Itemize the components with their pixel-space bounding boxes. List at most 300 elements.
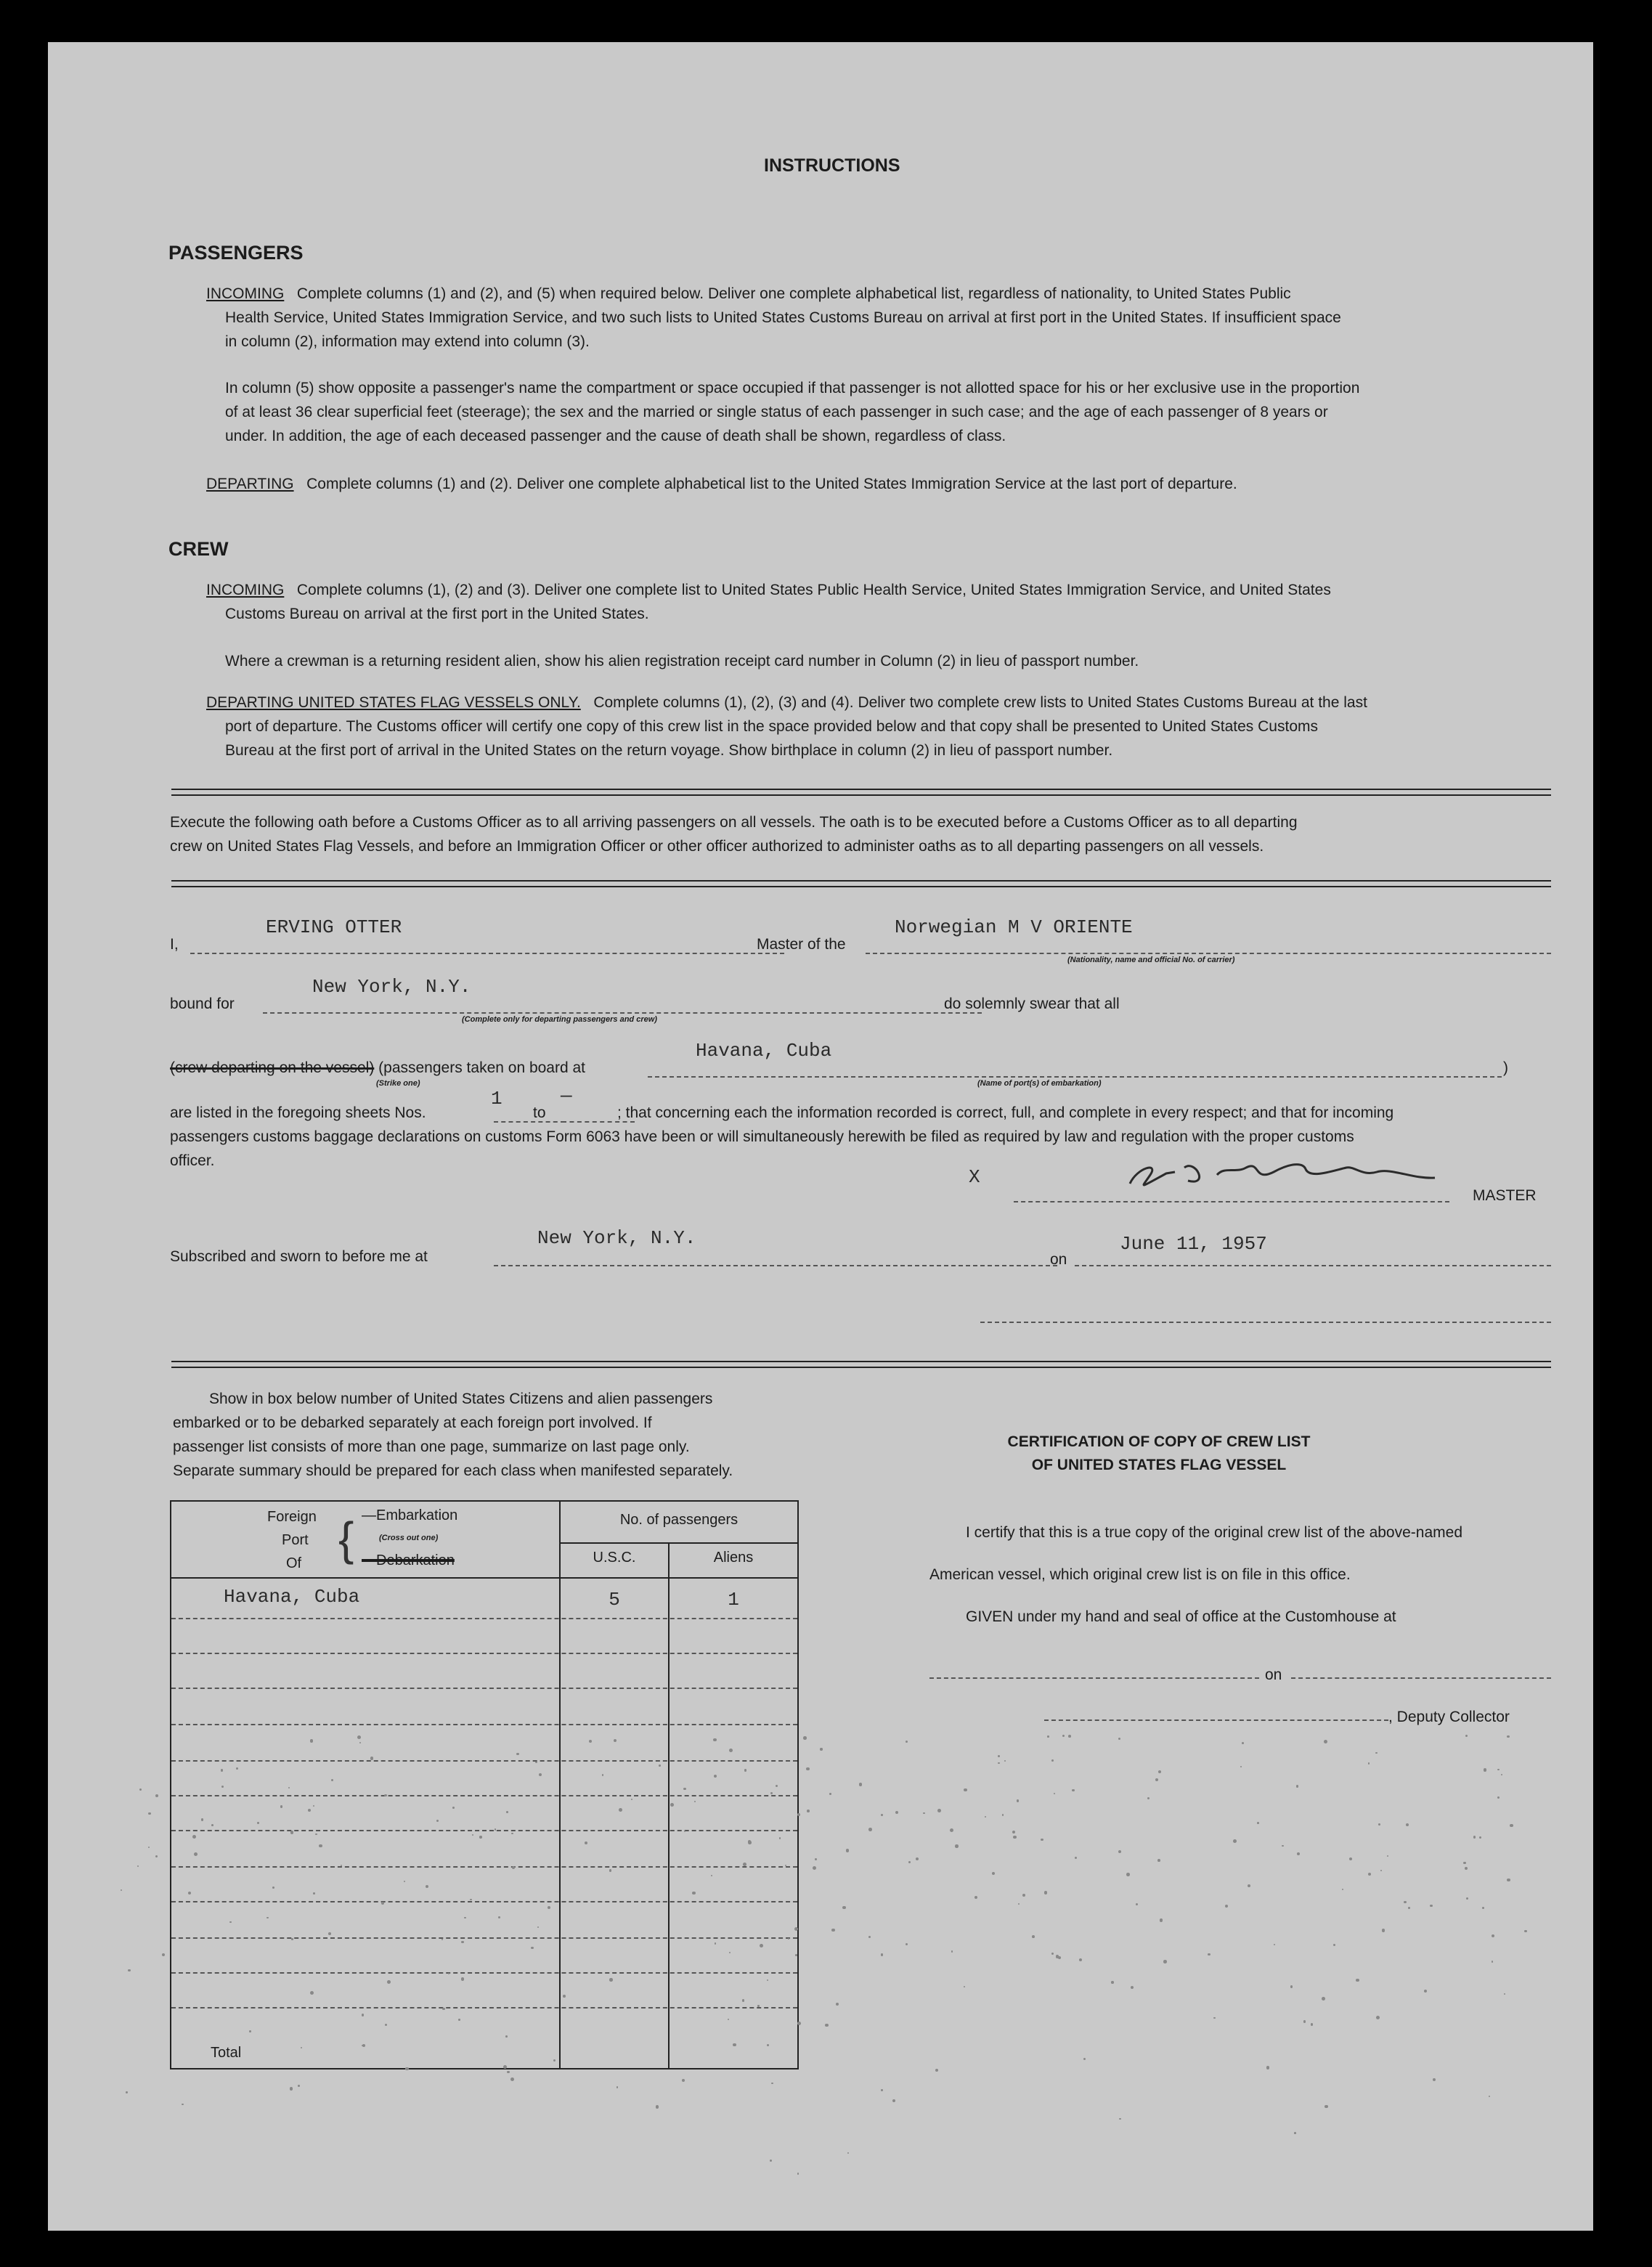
section-divider (171, 789, 1551, 796)
scan-speck (290, 1831, 294, 1834)
scan-speck (1160, 1918, 1163, 1921)
scan-speck (298, 2085, 300, 2087)
sheet-to: — (561, 1085, 572, 1107)
scan-speck (1380, 1870, 1382, 1871)
scan-speck (713, 1738, 716, 1741)
scan-speck (729, 1952, 731, 1954)
scan-speck (1136, 1903, 1138, 1905)
scan-speck (1489, 2096, 1491, 2098)
of-label: Of (286, 1555, 302, 1571)
swear-label: do solemnly swear that all (944, 996, 1120, 1012)
scan-speck (797, 2173, 799, 2174)
scan-speck (1378, 1823, 1380, 1826)
scan-speck (1213, 2017, 1215, 2019)
document-title: INSTRUCTIONS (764, 155, 900, 176)
scan-speck (1368, 1873, 1371, 1876)
deputy-collector-label: , Deputy Collector (1388, 1709, 1510, 1725)
scan-speck (1356, 1979, 1359, 1982)
passengers-departing-label: DEPARTING (206, 476, 294, 492)
aliens-header: Aliens (713, 1550, 754, 1566)
scan-speck (362, 2014, 365, 2016)
port-hint: (Name of port(s) of embarkation) (977, 1079, 1102, 1088)
scan-speck (656, 2105, 659, 2109)
embark-port-line (648, 1076, 1502, 1078)
scan-speck (842, 1906, 845, 1909)
table-row-line (171, 1795, 797, 1796)
scan-speck (257, 1822, 259, 1823)
scan-speck (1324, 1740, 1327, 1743)
scan-speck (813, 1866, 816, 1870)
scan-speck (1322, 1997, 1325, 2001)
scan-speck (236, 1767, 238, 1770)
scan-speck (291, 1938, 293, 1940)
scan-speck (510, 2077, 514, 2081)
scan-speck (964, 1986, 965, 1987)
vessel-hint: (Nationality, name and official No. of carrier) (1067, 956, 1235, 964)
cross-out-hint: (Cross out one) (379, 1534, 439, 1542)
scan-speck (121, 1889, 122, 1891)
scan-speck (794, 1927, 798, 1931)
scan-speck (148, 1847, 150, 1848)
passengers-heading: PASSENGERS (168, 242, 304, 264)
scan-speck (1507, 1879, 1510, 1882)
scan-speck (1208, 1953, 1210, 1956)
scan-speck (779, 1837, 781, 1839)
scan-speck (479, 1836, 481, 1838)
scan-speck (405, 2067, 408, 2070)
scan-speck (743, 1863, 746, 1866)
scan-speck (1482, 1907, 1484, 1909)
scan-speck (1507, 1735, 1510, 1738)
scan-speck (1497, 1769, 1499, 1770)
scan-speck (221, 1769, 224, 1772)
scan-speck (531, 1947, 533, 1949)
scan-speck (1044, 1891, 1047, 1894)
table-row-line (171, 1937, 797, 1939)
scan-speck (1294, 2132, 1296, 2134)
scan-speck (1382, 1929, 1385, 1932)
passengers-on-board-label: (passengers taken on board at (378, 1059, 586, 1076)
crew-incoming-line-2: Customs Bureau on arrival at the first port in the United States. (225, 606, 649, 622)
scan-speck (1325, 2105, 1327, 2108)
scan-speck (1051, 1953, 1053, 1954)
scan-speck (1501, 1774, 1502, 1775)
master-of-label: Master of the (757, 936, 846, 953)
scan-speck (426, 1885, 428, 1888)
table-row-line (171, 1972, 797, 1974)
certification-on-label: on (1265, 1666, 1282, 1683)
sworn-on-label: on (1050, 1251, 1067, 1268)
scan-speck (1433, 2078, 1436, 2081)
crew-departing-line-3: Bureau at the first port of arrival in the United States on the return voyage. Show birthplace in column (2) in lieu of passport number. (225, 742, 1113, 759)
passengers-departing-paragraph (206, 472, 1237, 496)
scan-speck (1504, 1993, 1505, 1995)
sworn-date: June 11, 1957 (1120, 1233, 1267, 1255)
scan-speck (619, 1808, 622, 1812)
scan-speck (868, 1936, 871, 1938)
scan-speck (553, 2059, 556, 2062)
scan-speck (694, 1801, 696, 1802)
scan-speck (1051, 1759, 1054, 1762)
scan-speck (1240, 1766, 1242, 1767)
crew-departing-struck-option: (crew departing on the vessel) (170, 1059, 375, 1076)
scan-speck (1079, 1958, 1082, 1961)
scan-speck (1022, 1894, 1025, 1897)
scan-speck (1342, 1889, 1343, 1890)
scan-speck (1368, 1762, 1370, 1765)
scan-speck (1492, 1934, 1494, 1937)
scan-speck (820, 1748, 822, 1750)
sworn-place-line (494, 1265, 1057, 1266)
passengers-incoming-line-3: in column (2), information may extend into column (3). (225, 333, 590, 350)
passenger-summary-table (170, 1500, 799, 2069)
brace: { (338, 1513, 354, 1565)
scan-speck (1463, 1862, 1466, 1865)
scan-speck (1147, 1797, 1150, 1799)
passengers-incoming-label: INCOMING (206, 285, 285, 302)
scan-speck (1497, 1796, 1499, 1798)
scan-speck (829, 1793, 831, 1795)
scan-speck (1163, 1960, 1167, 1963)
scan-speck (548, 1906, 550, 1909)
scan-speck (1376, 2016, 1380, 2019)
passengers-column5-line-1: In column (5) show opposite a passenger's name the compartment or space occupied if that passenger is not allotted space for his or her exclusive use in the proportion (225, 380, 1360, 396)
scan-speck (881, 1814, 883, 1816)
scan-speck (194, 1852, 198, 1856)
scan-speck (950, 1828, 953, 1832)
scan-speck (733, 2043, 736, 2047)
scan-speck (162, 1953, 165, 1956)
passengers-column5-line-3: under. In addition, the age of each deceased passenger and the cause of death shall be shown, regardless of class. (225, 428, 1006, 444)
scan-speck (1473, 1836, 1476, 1838)
scan-speck (906, 1741, 908, 1743)
scan-speck (1111, 1981, 1114, 1984)
scan-speck (895, 1811, 898, 1814)
scan-speck (272, 1887, 274, 1889)
scan-speck (1311, 2023, 1314, 2026)
scan-speck (1157, 1859, 1160, 1862)
scan-speck (684, 1831, 685, 1832)
crew-resident-alien-text: Where a crewman is a returning resident alien, show his alien registration receipt card number in Column (2) in lieu of passport number. (225, 653, 1139, 669)
master-name: ERVING OTTER (266, 916, 402, 938)
scan-speck (923, 1812, 925, 1815)
oath-line-2: passengers customs baggage declarations on customs Form 6063 have been or will simultaneously herewith be filed as required by law and regulation with the proper customs (170, 1128, 1354, 1145)
scan-speck (1062, 1735, 1065, 1737)
officer-signature-line (980, 1322, 1551, 1323)
table-row-line (171, 1618, 797, 1619)
scan-speck (319, 1844, 322, 1847)
scan-speck (609, 1978, 612, 1981)
scan-speck (1054, 1793, 1056, 1795)
scan-speck (452, 1807, 455, 1809)
scan-speck (1333, 1944, 1335, 1946)
scan-speck (1266, 2066, 1270, 2069)
scan-speck (908, 1861, 911, 1863)
scan-speck (357, 1735, 361, 1739)
deputy-signature-line (1044, 1719, 1388, 1721)
section-divider (171, 1361, 1551, 1368)
bound-for-hint: (Complete only for departing passengers and crew) (462, 1015, 657, 1024)
scan-speck (742, 1999, 744, 2001)
section-divider (171, 880, 1551, 887)
scan-speck (1068, 1735, 1071, 1738)
scan-speck (328, 1932, 331, 1935)
scan-speck (1296, 1785, 1298, 1787)
bound-for-value: New York, N.Y. (312, 976, 471, 998)
close-paren: ) (1503, 1059, 1508, 1076)
scan-speck (137, 1865, 139, 1867)
scan-speck (1158, 1770, 1161, 1773)
scan-speck (1408, 1907, 1410, 1909)
scan-speck (692, 1892, 695, 1894)
scan-speck (797, 1813, 800, 1816)
scan-speck (806, 1767, 809, 1770)
scan-speck (951, 1950, 953, 1952)
total-label: Total (211, 2045, 242, 2061)
scan-speck (729, 1749, 733, 1752)
scan-speck (1349, 1857, 1352, 1860)
scan-speck (617, 2086, 619, 2088)
scan-speck (1155, 1778, 1158, 1781)
scan-speck (1012, 1831, 1015, 1833)
scan-speck (249, 2030, 251, 2032)
summary-intro-line-1: Show in box below number of United States Citizens and alien passengers (209, 1391, 713, 1407)
summary-intro-line-4: Separate summary should be prepared for each class when manifested separately. (173, 1462, 733, 1479)
scan-speck (795, 1954, 797, 1956)
table-row-line (171, 1688, 797, 1689)
scan-speck (859, 1783, 863, 1786)
no-passengers-header: No. of passengers (619, 1512, 738, 1528)
crew-departing-paragraph (206, 691, 1367, 715)
scan-speck (1479, 1836, 1481, 1839)
scan-speck (448, 1973, 449, 1974)
scan-speck (815, 1858, 817, 1860)
scan-speck (998, 1762, 1000, 1765)
scan-speck (683, 1788, 685, 1790)
summary-intro-line-3: passenger list consists of more than one page, summarize on last page only. (173, 1438, 690, 1455)
scan-speck (188, 1892, 191, 1894)
scan-speck (359, 1742, 361, 1743)
scan-speck (1406, 1823, 1409, 1826)
usc-header: U.S.C. (593, 1550, 636, 1566)
scan-speck (229, 1921, 231, 1923)
certification-line-2: American vessel, which original crew list is on file in this office. (929, 1566, 1351, 1583)
sheets-rest: ; that concerning each the information recorded is correct, full, and complete in every respect; and that for incoming (617, 1104, 1394, 1121)
scan-speck (1466, 1897, 1468, 1900)
table-row-line (171, 1901, 797, 1902)
table-row-line (171, 1760, 797, 1762)
summary-row-aliens: 1 (728, 1589, 739, 1611)
scan-speck (906, 1943, 908, 1945)
scan-speck (563, 1995, 566, 1998)
scan-speck (381, 1902, 384, 1905)
scan-speck (868, 1828, 872, 1831)
scan-speck (315, 1833, 317, 1835)
passengers-departing-text: Complete columns (1) and (2). Deliver one complete alphabetical list to the United States Immigration Service at the last port of departure. (306, 476, 1237, 492)
crew-departing-line-1: Complete columns (1), (2), (3) and (4). Deliver two complete crew lists to United States Customs Bureau at the last (593, 694, 1367, 711)
scan-speck (1290, 1985, 1293, 1988)
scan-speck (935, 2069, 938, 2072)
scan-speck (1387, 1855, 1388, 1857)
oath-line-3: officer. (170, 1152, 215, 1169)
scan-speck (1430, 1905, 1432, 1907)
scan-speck (892, 2099, 895, 2102)
document-page (48, 42, 1593, 2231)
scan-speck (1004, 1760, 1006, 1762)
to-label: to (533, 1104, 546, 1121)
scan-speck (770, 2160, 772, 2162)
crew-departing-label: DEPARTING UNITED STATES FLAG VESSELS ONLY. (206, 694, 581, 711)
scan-speck (807, 1810, 810, 1812)
scan-speck (1274, 1944, 1275, 1945)
master-label: MASTER (1473, 1187, 1537, 1204)
oath-intro-line-2: crew on United States Flag Vessels, and before an Immigration Officer or other officer authorized to administer oaths as to all departing passengers on all vessels. (170, 838, 1264, 855)
table-row-line (171, 1866, 797, 1868)
bound-for-label: bound for (170, 996, 235, 1012)
sheets-label: are listed in the foregoing sheets Nos. (170, 1104, 426, 1121)
scan-speck (461, 1977, 464, 1980)
passengers-incoming-line-2: Health Service, United States Immigration Service, and two such lists to United States Customs Bureau on arrival at first port in the United States. If insufficient space (225, 309, 1341, 326)
scan-speck (881, 2089, 882, 2091)
scan-speck (139, 1788, 142, 1791)
embarkation-label: —Embarkation (362, 1507, 458, 1523)
scan-speck (442, 2008, 444, 2010)
scan-speck (126, 2091, 128, 2093)
scan-speck (1119, 2118, 1121, 2120)
scan-speck (881, 1953, 884, 1956)
scan-speck (310, 1739, 314, 1743)
sworn-place: New York, N.Y. (537, 1227, 696, 1249)
scan-speck (1248, 1884, 1250, 1887)
scan-speck (128, 1969, 131, 1972)
certification-heading-1: CERTIFICATION OF COPY OF CREW LIST (1007, 1433, 1311, 1450)
certification-date-line (1291, 1677, 1551, 1679)
port-label: Port (282, 1532, 309, 1548)
scan-speck (1282, 1845, 1283, 1847)
scan-speck (1465, 1867, 1468, 1870)
scan-speck (464, 1917, 466, 1919)
scan-speck (1524, 1930, 1527, 1933)
table-divider (559, 1502, 561, 2068)
summary-intro-line-2: embarked or to be debarked separately at each foreign port involved. If (173, 1415, 652, 1431)
scan-speck (505, 2035, 508, 2038)
scan-speck (1242, 1742, 1244, 1744)
scan-speck (998, 1755, 1000, 1757)
scan-speck (1375, 1752, 1378, 1754)
scan-speck (1257, 1822, 1259, 1824)
summary-row-port: Havana, Cuba (224, 1586, 360, 1608)
crew-departing-line-2: port of departure. The Customs officer will certify one copy of this crew list in the space provided below and that copy shall be presented to United States Customs (225, 718, 1318, 735)
scan-speck (1041, 1839, 1043, 1841)
table-row-line (171, 1830, 797, 1831)
crew-incoming-line-1: Complete columns (1), (2) and (3). Deliver one complete list to United States Public Health Service, United States Immigration Service, and United States (296, 582, 1331, 598)
scan-speck (847, 2152, 849, 2154)
table-divider (559, 1542, 797, 1544)
scan-speck (503, 2065, 507, 2069)
table-row-line (171, 2007, 797, 2008)
crew-heading: CREW (168, 538, 229, 560)
debarkation-struck: —Debarkation (362, 1552, 455, 1568)
passengers-incoming-paragraph (206, 282, 1564, 306)
scan-speck (1018, 1903, 1020, 1905)
oath-intro-line-1: Execute the following oath before a Customs Officer as to all arriving passengers on all vessels. The oath is to be executed before a Customs Officer as to all departing (170, 814, 1298, 831)
scan-speck (659, 1765, 661, 1767)
scan-speck (757, 2005, 759, 2006)
subscribed-label: Subscribed and sworn to before me at (170, 1248, 428, 1265)
scan-speck (266, 1917, 268, 1918)
sworn-date-line (1075, 1265, 1551, 1266)
scan-speck (985, 1816, 986, 1818)
scan-speck (155, 1855, 158, 1857)
scan-speck (1303, 2020, 1306, 2023)
certification-line-3: GIVEN under my hand and seal of office at the Customhouse at (966, 1608, 1396, 1625)
scan-speck (937, 1809, 941, 1812)
scan-speck (1032, 1935, 1035, 1938)
master-name-line (190, 953, 784, 954)
scan-speck (974, 1896, 977, 1899)
scan-speck (670, 1803, 674, 1807)
vessel-name: Norwegian M V ORIENTE (895, 916, 1133, 938)
certification-place-line (929, 1677, 1259, 1679)
scan-speck (1072, 1789, 1074, 1791)
signature-line (1014, 1201, 1449, 1202)
scan-speck (836, 2003, 839, 2006)
crew-incoming-paragraph (206, 578, 1331, 602)
master-signature (1115, 1153, 1449, 1197)
x-mark: X (969, 1166, 980, 1188)
bound-for-line (263, 1012, 982, 1014)
crew-incoming-label: INCOMING (206, 582, 285, 598)
scan-speck (744, 1769, 747, 1772)
scan-speck (964, 1788, 967, 1791)
table-row-line (171, 1653, 797, 1654)
scan-speck (825, 2024, 829, 2027)
scan-speck (1484, 1768, 1487, 1772)
scan-speck (955, 1844, 958, 1847)
scan-speck (1233, 1839, 1237, 1843)
scan-speck (1225, 1905, 1228, 1908)
scan-speck (1047, 1735, 1049, 1738)
passengers-on-board-line (170, 1056, 585, 1080)
scan-speck (609, 1869, 611, 1871)
scan-speck (1118, 1738, 1120, 1740)
scan-speck (507, 2071, 510, 2074)
scan-speck (458, 2019, 460, 2021)
scan-speck (1002, 1814, 1004, 1816)
scan-speck (155, 1794, 158, 1797)
foreign-label: Foreign (267, 1509, 317, 1525)
scan-speck (831, 1929, 834, 1932)
scan-speck (682, 2079, 685, 2082)
table-divider (171, 1577, 797, 1579)
scan-speck (1492, 1961, 1494, 1963)
certification-heading-2: OF UNITED STATES FLAG VESSEL (1031, 1457, 1287, 1473)
scan-speck (387, 1980, 391, 1984)
scan-speck (495, 1828, 496, 1830)
summary-row-usc: 5 (609, 1589, 620, 1611)
scan-speck (182, 2104, 183, 2105)
scan-speck (1017, 1799, 1020, 1802)
scan-speck (331, 1779, 333, 1781)
embark-port-value: Havana, Cuba (696, 1040, 832, 1062)
scan-speck (714, 1775, 717, 1778)
sheet-from-line (494, 1121, 565, 1123)
scan-speck (1118, 1850, 1121, 1853)
scan-speck (280, 1805, 282, 1807)
strike-one-hint: (Strike one) (376, 1079, 420, 1088)
scan-speck (1058, 1956, 1061, 1959)
scan-speck (1424, 1990, 1427, 1993)
